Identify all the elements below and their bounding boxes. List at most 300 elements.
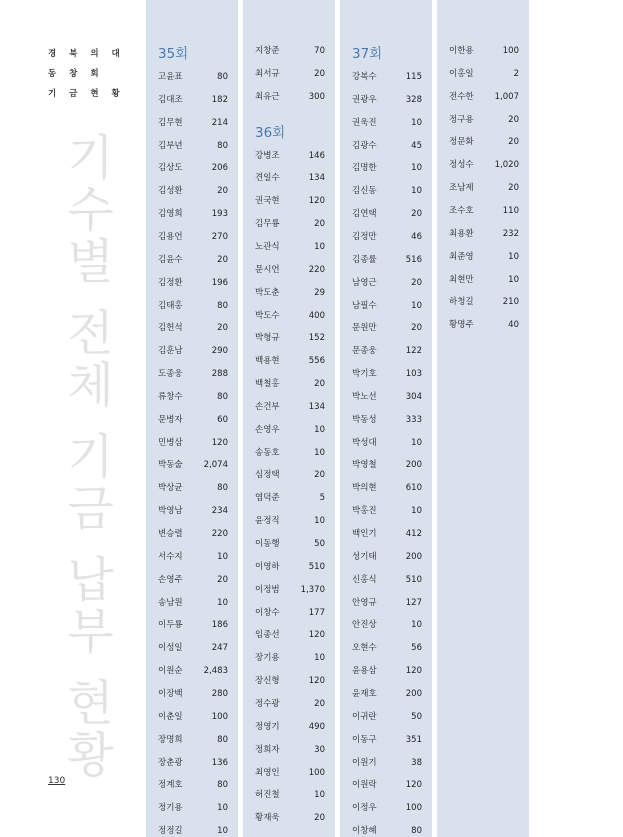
- donation-amount: 30: [314, 744, 325, 755]
- donation-amount: 304: [405, 391, 422, 402]
- donor-name: 박노선: [352, 391, 377, 402]
- donation-amount: 40: [508, 320, 519, 331]
- donor-row: [158, 527, 228, 541]
- donation-amount: 70: [314, 46, 325, 56]
- donor-row: [449, 158, 519, 172]
- donor-row: [255, 514, 325, 528]
- donor-name: 박상균: [158, 483, 183, 494]
- donation-amount: 5: [319, 493, 325, 504]
- donation-amount: 10: [411, 300, 422, 311]
- donor-row: [158, 710, 228, 724]
- donor-row: [158, 573, 228, 587]
- donor-name: 최용환: [449, 228, 474, 239]
- donor-name: 김윤수: [158, 254, 183, 265]
- donor-row: [255, 423, 325, 437]
- donor-name: 이장백: [158, 688, 183, 699]
- document-header: [48, 44, 128, 104]
- donor-row: [158, 458, 228, 472]
- donor-row: [352, 70, 422, 84]
- donation-amount: 100: [308, 767, 325, 778]
- donation-amount: 10: [411, 437, 422, 448]
- donor-row: [158, 367, 228, 381]
- donation-amount: 100: [405, 803, 422, 814]
- donor-row: [352, 458, 422, 472]
- donor-name: 문병자: [158, 414, 183, 425]
- donor-row: [255, 446, 325, 460]
- donor-row: [158, 253, 228, 267]
- donor-name: 정희자: [255, 744, 280, 755]
- donor-row: [255, 697, 325, 711]
- donor-row: [158, 93, 228, 107]
- donor-row: [352, 390, 422, 404]
- donor-row: [158, 344, 228, 358]
- donation-amount: 120: [308, 630, 325, 641]
- page-number: 130: [48, 776, 66, 786]
- donor-name: 김상도: [158, 163, 183, 174]
- donor-row: [158, 70, 228, 84]
- donor-row: [158, 778, 228, 792]
- donor-name: 김정만: [352, 231, 377, 242]
- donation-amount: 270: [211, 231, 228, 242]
- donation-amount: 20: [314, 379, 325, 390]
- donor-name: 송남원: [158, 597, 183, 608]
- donor-name: 이원순: [158, 666, 183, 677]
- donor-name: 성기태: [352, 551, 377, 562]
- donor-row: [158, 756, 228, 770]
- donor-name: 윤용삼: [352, 666, 377, 677]
- donation-amount: 412: [405, 529, 422, 539]
- donor-name: 손영주: [158, 574, 183, 585]
- donor-name: 안영규: [352, 597, 377, 608]
- donor-row: [352, 618, 422, 632]
- donor-name: 윤정직: [255, 516, 280, 527]
- donor-row: [449, 318, 519, 332]
- donation-amount: 182: [211, 94, 228, 105]
- donor-row: [158, 139, 228, 153]
- donor-row: [255, 788, 325, 802]
- donor-name: 최현만: [449, 274, 474, 285]
- donor-row: [352, 344, 422, 358]
- donor-name: 김정환: [158, 277, 183, 288]
- donor-name: 최영인: [255, 767, 280, 778]
- donor-row: [255, 651, 325, 665]
- donation-amount: 610: [405, 483, 422, 494]
- donor-row: [352, 436, 422, 450]
- donation-amount: 122: [405, 346, 422, 357]
- donation-amount: 288: [211, 369, 228, 380]
- vertical-section-title: 기수별 전체 기금 납부 현황: [58, 132, 114, 782]
- donor-name: 장기용: [255, 653, 280, 664]
- donation-amount: 280: [211, 688, 228, 699]
- donor-row: [449, 67, 519, 81]
- donor-row: [158, 550, 228, 564]
- donor-name: 김헌석: [158, 323, 183, 334]
- donor-name: 변승렬: [158, 529, 183, 539]
- donor-name: 심정택: [255, 470, 280, 481]
- donor-name: 김훈남: [158, 346, 183, 357]
- donation-amount: 10: [314, 447, 325, 458]
- donor-name: 박동술: [158, 460, 183, 471]
- donor-row: [158, 504, 228, 518]
- donor-name: 고윤표: [158, 72, 183, 82]
- donation-amount: 120: [308, 676, 325, 687]
- donation-amount: 10: [217, 803, 228, 814]
- donor-name: 김대조: [158, 94, 183, 105]
- donor-name: 하청길: [449, 297, 474, 308]
- donation-amount: 152: [308, 333, 325, 344]
- donor-row: [352, 207, 422, 221]
- donor-name: 박의현: [352, 483, 377, 494]
- donation-amount: 2,483: [203, 666, 228, 677]
- donor-name: 정수광: [255, 698, 280, 709]
- donation-amount: 232: [502, 228, 519, 239]
- donor-name: 최유근: [255, 91, 280, 102]
- donor-name: 이영하: [255, 561, 280, 572]
- donor-row: [255, 537, 325, 551]
- donor-row: [158, 733, 228, 747]
- donor-row: [255, 354, 325, 368]
- donation-amount: 20: [217, 186, 228, 197]
- donor-name: 정기용: [158, 803, 183, 814]
- donor-name: 조남제: [449, 183, 474, 194]
- donation-amount: 1,370: [300, 584, 325, 595]
- donor-name: 손영우: [255, 424, 280, 435]
- donation-amount: 10: [217, 597, 228, 608]
- donor-row: [255, 766, 325, 780]
- donor-name: 이창혜: [352, 826, 377, 837]
- donor-name: 견일수: [255, 173, 280, 184]
- class-year-heading: 37회: [352, 46, 383, 62]
- donor-row: [449, 273, 519, 287]
- donation-amount: 20: [314, 68, 325, 79]
- donor-row: [352, 93, 422, 107]
- donor-row: [352, 710, 422, 724]
- donor-name: 정성수: [449, 160, 474, 171]
- donation-amount: 400: [308, 310, 325, 321]
- donation-amount: 510: [405, 574, 422, 585]
- donation-amount: 20: [217, 574, 228, 585]
- donation-amount: 220: [308, 264, 325, 275]
- donor-row: [158, 161, 228, 175]
- donor-name: 정문화: [449, 137, 474, 148]
- donation-amount: 10: [411, 620, 422, 631]
- donation-amount: 80: [217, 483, 228, 494]
- donation-amount: 200: [405, 551, 422, 562]
- donor-row: [158, 230, 228, 244]
- donor-row: [352, 733, 422, 747]
- class-year-heading: 36회: [255, 124, 286, 141]
- donation-amount: 100: [502, 46, 519, 56]
- donation-amount: 10: [314, 516, 325, 527]
- donor-name: 문원만: [352, 323, 377, 334]
- donor-column-4: [437, 0, 529, 837]
- donor-column-1: [146, 0, 238, 837]
- donor-name: 박영남: [158, 506, 183, 517]
- donor-name: 임종선: [255, 630, 280, 641]
- donor-row: [158, 413, 228, 427]
- donor-name: 이성일: [158, 643, 183, 654]
- donor-row: [158, 596, 228, 610]
- donation-amount: 120: [308, 196, 325, 207]
- donor-row: [352, 481, 422, 495]
- donor-row: [158, 436, 228, 450]
- donor-row: [158, 116, 228, 130]
- donor-name: 염덕준: [255, 493, 280, 504]
- donation-amount: 80: [217, 140, 228, 151]
- donation-amount: 2: [513, 68, 519, 79]
- donor-row: [158, 184, 228, 198]
- donation-amount: 20: [217, 254, 228, 265]
- donation-amount: 120: [405, 666, 422, 677]
- donor-name: 장춘광: [158, 757, 183, 768]
- donor-name: 문종웅: [352, 346, 377, 357]
- donation-amount: 38: [411, 757, 422, 768]
- donor-name: 류창수: [158, 391, 183, 402]
- donation-amount: 146: [308, 150, 325, 161]
- donation-amount: 2,074: [203, 460, 228, 471]
- donor-row: [352, 253, 422, 267]
- donor-name: 백철홍: [255, 379, 280, 390]
- donor-row: [255, 674, 325, 688]
- donation-amount: 45: [411, 140, 422, 151]
- donor-row: [352, 321, 422, 335]
- donation-amount: 196: [211, 277, 228, 288]
- donation-amount: 10: [411, 163, 422, 174]
- donation-amount: 10: [411, 506, 422, 517]
- donor-row: [255, 171, 325, 185]
- donation-amount: 234: [211, 506, 228, 517]
- donation-amount: 20: [508, 137, 519, 148]
- donation-amount: 10: [314, 424, 325, 435]
- donation-amount: 80: [411, 826, 422, 837]
- donor-name: 김무룡: [255, 219, 280, 230]
- donor-row: [255, 263, 325, 277]
- donation-amount: 10: [411, 186, 422, 197]
- donation-amount: 516: [405, 254, 422, 265]
- donor-row: [449, 204, 519, 218]
- donor-column-3: [340, 0, 432, 837]
- donor-row: [449, 295, 519, 309]
- donor-name: 장신형: [255, 676, 280, 687]
- donor-name: 김영희: [158, 209, 183, 220]
- donor-row: [352, 687, 422, 701]
- donation-amount: 80: [217, 734, 228, 745]
- donor-row: [158, 276, 228, 290]
- donor-row: [158, 207, 228, 221]
- donation-amount: 20: [217, 323, 228, 334]
- donor-name: 최준영: [449, 251, 474, 262]
- donor-row: [449, 113, 519, 127]
- donor-row: [352, 276, 422, 290]
- donor-row: [352, 504, 422, 518]
- header-line-1: 경 북 의 대: [48, 49, 125, 59]
- donor-name: 이한용: [449, 46, 474, 56]
- donor-name: 정영기: [255, 721, 280, 732]
- donor-row: [158, 618, 228, 632]
- donor-row: [449, 44, 519, 58]
- donor-name: 김명한: [352, 163, 377, 174]
- donation-amount: 10: [508, 251, 519, 262]
- donor-row: [255, 240, 325, 254]
- donation-amount: 290: [211, 346, 228, 357]
- donor-row: [449, 181, 519, 195]
- donor-name: 권욱진: [352, 117, 377, 128]
- donation-amount: 220: [211, 529, 228, 539]
- donor-row: [158, 641, 228, 655]
- donor-row: [255, 811, 325, 825]
- donor-name: 남영근: [352, 277, 377, 288]
- donor-name: 박도수: [255, 310, 280, 321]
- donor-name: 백용현: [255, 356, 280, 367]
- donation-amount: 510: [308, 561, 325, 572]
- donation-amount: 351: [405, 734, 422, 745]
- header-line-2: 동 창 회: [48, 69, 104, 79]
- donation-amount: 134: [308, 173, 325, 184]
- donor-row: [352, 664, 422, 678]
- donation-amount: 20: [314, 470, 325, 481]
- donor-row: [352, 756, 422, 770]
- donor-name: 조수호: [449, 205, 474, 216]
- donor-row: [255, 149, 325, 163]
- donation-amount: 20: [314, 813, 325, 824]
- donation-amount: 50: [314, 539, 325, 549]
- donor-name: 이원기: [352, 757, 377, 768]
- donor-name: 김성환: [158, 186, 183, 197]
- donor-row: [255, 67, 325, 81]
- donation-amount: 10: [314, 653, 325, 664]
- donor-name: 민병삼: [158, 437, 183, 448]
- donation-amount: 10: [314, 241, 325, 252]
- donor-name: 이홍일: [449, 68, 474, 79]
- donor-row: [352, 139, 422, 153]
- donor-name: 이정범: [255, 584, 280, 595]
- donor-name: 정계호: [158, 780, 183, 791]
- donor-row: [255, 400, 325, 414]
- donor-name: 남필수: [352, 300, 377, 311]
- donor-row: [352, 641, 422, 655]
- donor-name: 박영철: [352, 460, 377, 471]
- donation-amount: 210: [502, 297, 519, 308]
- donation-amount: 120: [211, 437, 228, 448]
- donor-row: [158, 801, 228, 815]
- donor-name: 이두룡: [158, 620, 183, 631]
- donation-amount: 10: [217, 551, 228, 562]
- donor-row: [352, 299, 422, 313]
- donor-name: 김용언: [158, 231, 183, 242]
- donation-amount: 60: [217, 414, 228, 425]
- donor-row: [255, 720, 325, 734]
- donor-name: 이춘일: [158, 711, 183, 722]
- donor-name: 전수한: [449, 91, 474, 102]
- donor-name: 김무현: [158, 117, 183, 128]
- donor-row: [352, 596, 422, 610]
- donor-name: 안진상: [352, 620, 377, 631]
- donor-name: 백인기: [352, 529, 377, 539]
- donation-amount: 120: [405, 780, 422, 791]
- donor-name: 서수지: [158, 551, 183, 562]
- donation-amount: 136: [211, 757, 228, 768]
- donor-name: 도종웅: [158, 369, 183, 380]
- donation-amount: 100: [211, 711, 228, 722]
- donor-row: [255, 331, 325, 345]
- donor-name: 김태홍: [158, 300, 183, 311]
- donor-name: 김종률: [352, 254, 377, 265]
- donor-row: [158, 299, 228, 313]
- donor-name: 이원락: [352, 780, 377, 791]
- donor-row: [255, 491, 325, 505]
- donor-row: [255, 309, 325, 323]
- donation-amount: 10: [411, 117, 422, 128]
- donor-row: [352, 413, 422, 427]
- donor-row: [449, 250, 519, 264]
- donor-row: [352, 367, 422, 381]
- donor-name: 김연택: [352, 209, 377, 220]
- donation-amount: 20: [411, 323, 422, 334]
- donation-amount: 10: [508, 274, 519, 285]
- donor-name: 최서규: [255, 68, 280, 79]
- donation-amount: 50: [411, 711, 422, 722]
- donation-amount: 20: [411, 277, 422, 288]
- donation-amount: 110: [502, 205, 519, 216]
- donor-column-2: [243, 0, 335, 837]
- donation-amount: 193: [211, 209, 228, 220]
- donor-row: [158, 321, 228, 335]
- donor-name: 김광수: [352, 140, 377, 151]
- donation-amount: 206: [211, 163, 228, 174]
- donor-row: [255, 468, 325, 482]
- donor-name: 이창수: [255, 607, 280, 618]
- donation-amount: 333: [405, 414, 422, 425]
- donor-row: [255, 628, 325, 642]
- donor-name: 박도춘: [255, 287, 280, 298]
- donor-row: [255, 606, 325, 620]
- donor-row: [255, 583, 325, 597]
- donation-amount: 80: [217, 300, 228, 311]
- donation-amount: 10: [217, 826, 228, 837]
- donation-amount: 80: [217, 391, 228, 402]
- donor-name: 권광우: [352, 94, 377, 105]
- donor-name: 노관식: [255, 241, 280, 252]
- donor-name: 허진철: [255, 790, 280, 801]
- donor-row: [352, 573, 422, 587]
- donor-name: 박성대: [352, 437, 377, 448]
- donor-name: 강복수: [352, 72, 377, 82]
- donor-row: [158, 481, 228, 495]
- donation-amount: 20: [314, 219, 325, 230]
- donation-amount: 56: [411, 643, 422, 654]
- donor-row: [352, 230, 422, 244]
- donor-name: 김부년: [158, 140, 183, 151]
- donor-name: 황재욱: [255, 813, 280, 824]
- donation-amount: 20: [508, 183, 519, 194]
- donor-name: 정구용: [449, 114, 474, 125]
- donor-name: 박형규: [255, 333, 280, 344]
- donation-amount: 556: [308, 356, 325, 367]
- donation-amount: 29: [314, 287, 325, 298]
- donation-amount: 300: [308, 91, 325, 102]
- class-year-heading: 35회: [158, 46, 189, 62]
- donor-name: 박동성: [352, 414, 377, 425]
- donor-row: [352, 824, 422, 837]
- donor-row: [449, 135, 519, 149]
- donor-row: [352, 161, 422, 175]
- donation-amount: 134: [308, 401, 325, 412]
- donation-amount: 200: [405, 460, 422, 471]
- donor-row: [255, 90, 325, 104]
- donor-name: 황명주: [449, 320, 474, 331]
- donor-name: 장명희: [158, 734, 183, 745]
- donor-row: [352, 184, 422, 198]
